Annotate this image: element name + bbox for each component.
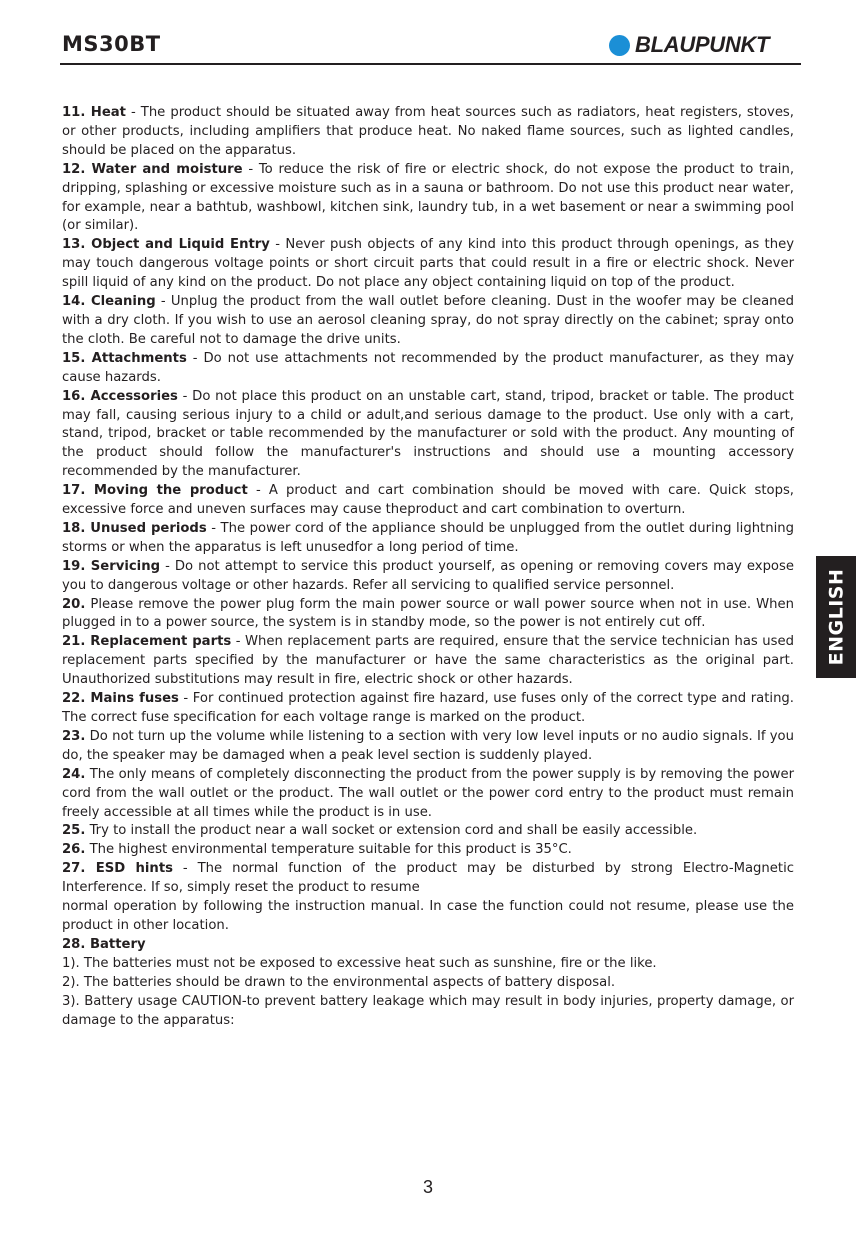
item-text: 1). The batteries must not be exposed to excessive heat such as sunshine, fire or the like. xyxy=(62,955,657,971)
item-title: 23. xyxy=(62,728,86,744)
list-item xyxy=(62,293,794,350)
list-item xyxy=(62,350,794,388)
list-item xyxy=(62,596,794,634)
item-title: 17. Moving the product xyxy=(62,483,248,499)
item-text: - Never push objects of any kind into this product through openings, as they may touch dangerous voltage points or short circuit parts that could result in a fire or electric shock. Never spill liquid of any kind on the product. Do not place any object containing liquid on top of the product. xyxy=(62,237,794,291)
item-title: 13. Object and Liquid Entry xyxy=(62,237,270,253)
item-title: 28. Battery xyxy=(62,936,146,952)
item-text: Try to install the product near a wall socket or extension cord and shall be easily accessible. xyxy=(85,823,698,839)
list-item xyxy=(62,482,794,520)
item-text: - Do not place this product on an unstable cart, stand, tripod, bracket or table. The product may fall, causing serious injury to a child or adult,and serious damage to the product. Use only with a cart, stand, tripod, bracket or table recommended by the manufacturer or sold with the product. Any mounting of the product should follow the manufacturer's instructions and should use a mounting accessory recommended by the manufacturer. xyxy=(62,388,794,480)
list-item xyxy=(62,388,794,483)
safety-instructions xyxy=(62,104,794,1030)
item-text: - For continued protection against fire hazard, use fuses only of the correct type and rating. The correct fuse specification for each voltage range is marked on the product. xyxy=(62,691,794,725)
language-tab-label: ENGLISH xyxy=(825,568,847,666)
item-text: normal operation by following the instruction manual. In case the function could not resume, please use the product in other location. xyxy=(62,899,794,933)
item-title: 11. Heat xyxy=(62,105,126,120)
item-title: 19. Servicing xyxy=(62,558,161,574)
list-item xyxy=(62,104,794,161)
item-text: Please remove the power plug form the main power source or wall power source when not in use. When plugged in to a power source, the system is in standby mode, so the power is not entirely cut off. xyxy=(62,596,794,631)
item-title: 18. Unused periods xyxy=(62,520,207,536)
list-item xyxy=(62,728,794,766)
item-title: 14. Cleaning xyxy=(62,294,156,310)
item-text: - The product should be situated away from heat sources such as radiators, heat registers, stoves, or other products, including amplifiers that produce heat. No naked flame sources, such as lighted candles, should be placed on the apparatus. xyxy=(62,105,794,158)
item-text: 3). Battery usage CAUTION-to prevent battery leakage which may result in body injuries, property damage, or damage to the apparatus: xyxy=(62,993,794,1028)
list-item xyxy=(62,841,794,860)
list-item xyxy=(62,633,794,690)
list-item xyxy=(62,236,794,293)
item-text: Do not turn up the volume while listening to a section with very low level inputs or no audio signals. If you do, the speaker may be damaged when a peak level section is suddenly played. xyxy=(62,728,794,763)
list-item xyxy=(62,860,794,898)
item-text: - Do not attempt to service this product yourself, as opening or removing covers may expose you to dangerous voltage or other hazards. Refer all servicing to qualified service personnel. xyxy=(62,558,794,593)
item-text: - A product and cart combination should be moved with care. Quick stops, excessive force and uneven surfaces may cause theproduct and cart combination to overturn. xyxy=(62,483,795,518)
list-item xyxy=(62,161,794,237)
item-text: - The power cord of the appliance should be unplugged from the outlet during lightning storms or when the apparatus is left unusedfor a long period of time. xyxy=(62,520,794,555)
list-item xyxy=(62,766,794,823)
item-title: 25. xyxy=(62,823,86,839)
list-item xyxy=(62,822,794,841)
item-text: - When replacement parts are required, ensure that the service technician has used replacement parts specified by the manufacturer or have the same characteristics as the original part. Unauthorized substitutions may result in fire, electric shock or other hazards. xyxy=(62,634,794,688)
item-text: The highest environmental temperature suitable for this product is 35°C. xyxy=(85,842,572,858)
item-title: 22. Mains fuses xyxy=(62,691,179,707)
page-number: 3 xyxy=(422,1177,433,1197)
list-item xyxy=(62,974,794,993)
list-item xyxy=(62,898,794,936)
item-title: 15. Attachments xyxy=(62,350,187,366)
list-item xyxy=(62,690,794,728)
item-title: 27. ESD hints xyxy=(62,861,173,877)
list-item xyxy=(62,936,794,955)
brand-dot-icon xyxy=(609,35,630,56)
item-title: 12. Water and moisture xyxy=(62,161,243,177)
list-item xyxy=(62,993,794,1031)
model-name: MS30BT xyxy=(62,32,161,56)
header-divider xyxy=(60,63,801,65)
item-title: 24. xyxy=(62,766,86,782)
item-text: - To reduce the risk of fire or electric shock, do not expose the product to train, dripping, splashing or excessive moisture such as in a sauna or bathroom. Do not use this product near water, for example, near a bathtub, washbowl, kitchen sink, laundry tub, in a wet basement or near a swimming pool (or similar). xyxy=(62,161,795,234)
item-text: 2). The batteries should be drawn to the environmental aspects of battery disposal. xyxy=(62,974,616,990)
brand-logo xyxy=(609,32,769,58)
language-tab xyxy=(816,556,856,678)
item-title: 26. xyxy=(62,842,86,858)
list-item xyxy=(62,955,794,974)
list-item xyxy=(62,558,794,596)
item-text: - Do not use attachments not recommended by the product manufacturer, as they may cause hazards. xyxy=(62,350,795,385)
item-title: 21. Replacement parts xyxy=(62,634,232,650)
item-title: 20. xyxy=(62,596,86,612)
item-text: - The normal function of the product may be disturbed by strong Electro-Magnetic Interference. If so, simply reset the product to resume xyxy=(62,861,794,896)
item-title: 16. Accessories xyxy=(62,388,178,404)
brand-name: BLAUPUNKT xyxy=(635,32,770,57)
list-item xyxy=(62,520,794,558)
item-text: - Unplug the product from the wall outlet before cleaning. Dust in the woofer may be cleaned with a dry cloth. If you wish to use an aerosol cleaning spray, do not spray directly on the cabinet; spray onto the cloth. Be careful not to damage the drive units. xyxy=(62,294,794,347)
item-text: The only means of completely disconnecting the product from the power supply is by removing the power cord from the wall outlet or the product. The wall outlet or the power cord entry to the product must remain freely accessible at all times while the product is in use. xyxy=(62,766,794,820)
